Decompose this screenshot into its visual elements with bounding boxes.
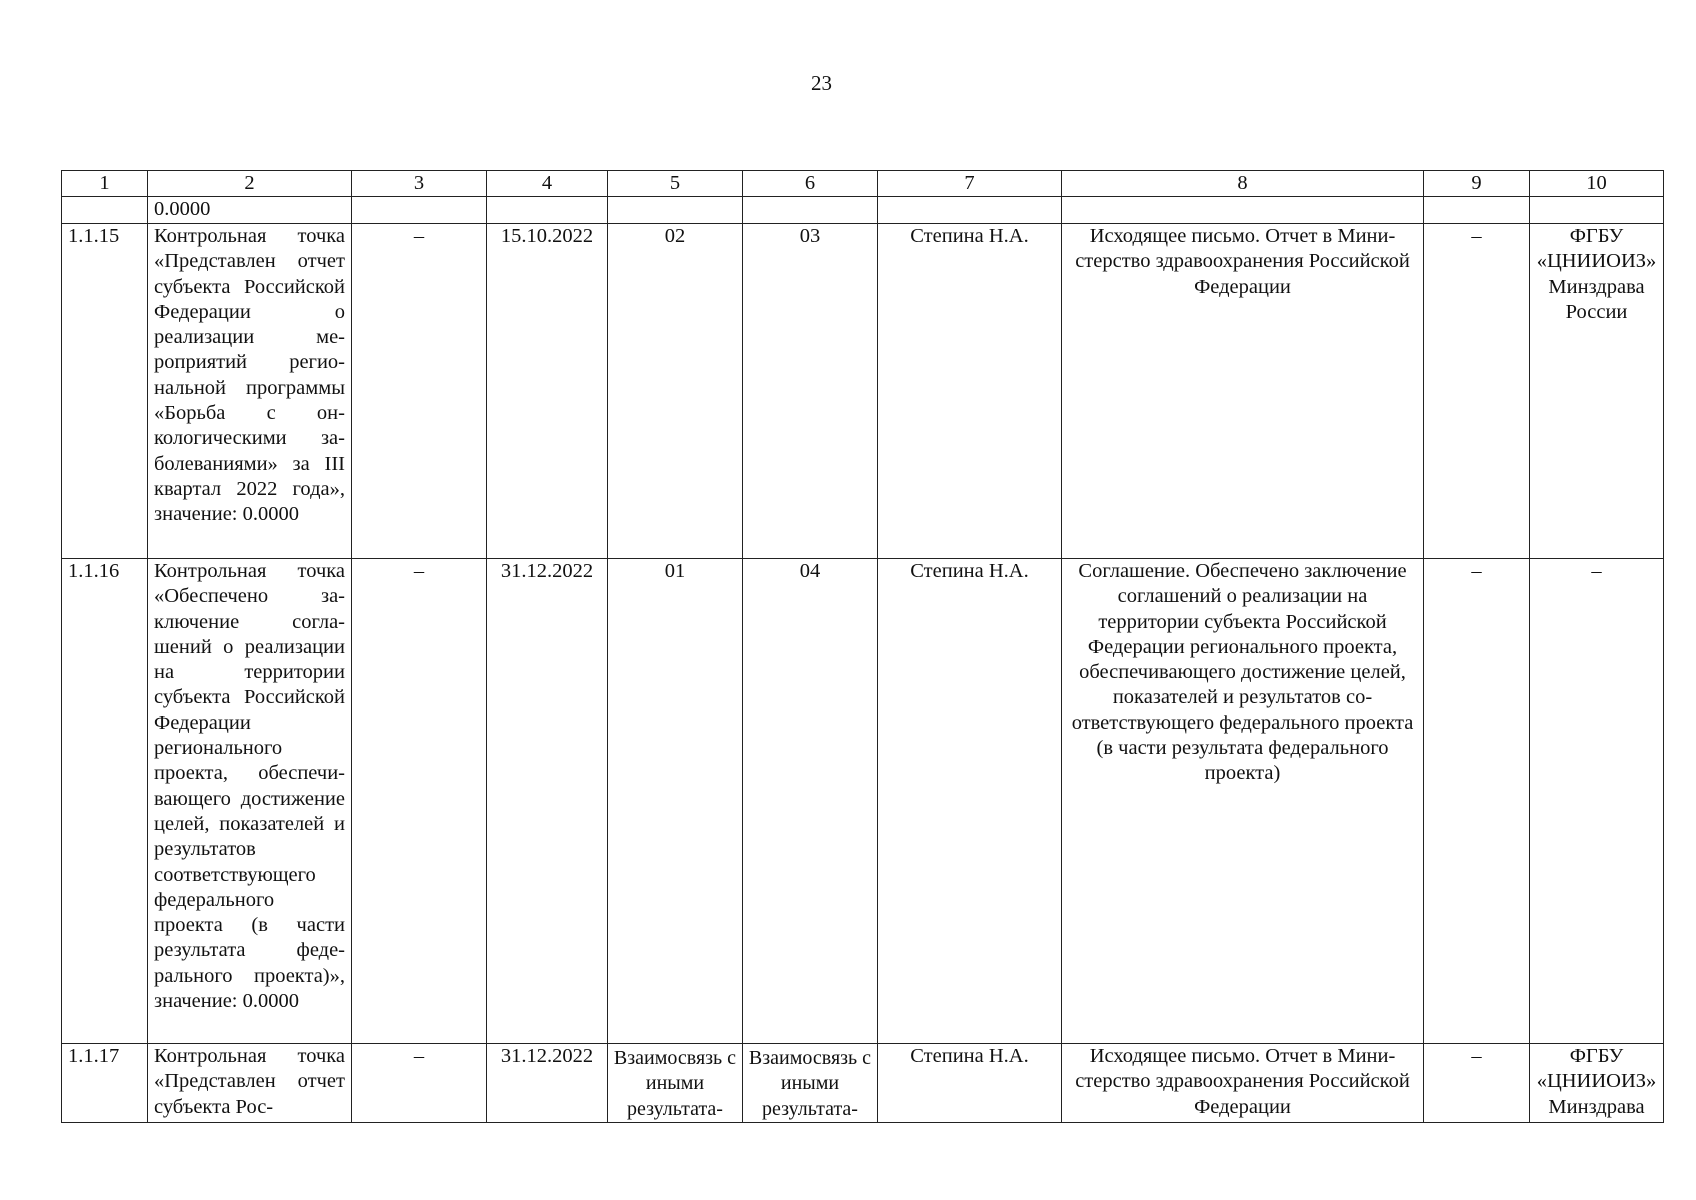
column-header: 5 <box>608 171 743 197</box>
column-header: 1 <box>62 171 148 197</box>
cell-col9: – <box>1424 1044 1530 1123</box>
table-row <box>62 224 1664 559</box>
page-number: 23 <box>811 71 832 95</box>
column-header: 7 <box>878 171 1062 197</box>
deadline-date: 15.10.2022 <box>487 224 608 559</box>
organization: ФГБУ «ЦНИИОИЗ» Минздрава России <box>1530 224 1664 559</box>
table-cell <box>62 197 148 224</box>
table-cell <box>608 197 743 224</box>
document-type: Исходящее письмо. Отчет в Министерство здравоохранения Российской Федерации <box>1062 1044 1424 1123</box>
column-header: 2 <box>148 171 352 197</box>
plan-table <box>61 170 1664 1123</box>
cell-col3: – <box>352 559 487 1044</box>
continuation-row <box>62 197 1664 224</box>
column-header: 8 <box>1062 171 1424 197</box>
table-cell <box>1424 197 1530 224</box>
cell-col3: – <box>352 1044 487 1123</box>
cell-col9: – <box>1424 224 1530 559</box>
cell-col6: Взаимосвязь с иными результата- <box>743 1044 878 1123</box>
responsible-person: Степина Н.А. <box>878 559 1062 1044</box>
column-header: 10 <box>1530 171 1664 197</box>
document-type: Соглашение. Обеспечено заключение соглашений о реализации на территории субъекта Российской Федерации регионального проекта, обеспечивающего достижение целей, показателей и результатов соответствующего федерального проекта (в части результата федерального проекта) <box>1062 559 1424 1044</box>
responsible-person: Степина Н.А. <box>878 224 1062 559</box>
column-header: 4 <box>487 171 608 197</box>
table-cell <box>487 197 608 224</box>
cell-col5: 02 <box>608 224 743 559</box>
row-number: 1.1.15 <box>62 224 148 559</box>
document-type: Исходящее письмо. Отчет в Министерство здравоохранения Российской Федерации <box>1062 224 1424 559</box>
responsible-person: Степина Н.А. <box>878 1044 1062 1123</box>
cell-col3: – <box>352 224 487 559</box>
column-header: 6 <box>743 171 878 197</box>
cell-col5: 01 <box>608 559 743 1044</box>
column-number-row <box>62 171 1664 197</box>
deadline-date: 31.12.2022 <box>487 1044 608 1123</box>
organization: ФГБУ «ЦНИИОИЗ» Минздрава <box>1530 1044 1664 1123</box>
control-point-description: Контрольная точка «Обеспечено заключение соглашений о реализации на территории субъекта Российской Федерации регионального проекта, обеспечивающего достижение целей, показателей и результатов соответствующего федерального проекта (в части результата федерального проекта)», значение: 0.0000 <box>148 559 352 1044</box>
row-number: 1.1.17 <box>62 1044 148 1123</box>
table-cell <box>1062 197 1424 224</box>
table-cell <box>878 197 1062 224</box>
continuation-text: 0.0000 <box>148 197 352 224</box>
table-cell <box>352 197 487 224</box>
cell-col6: 04 <box>743 559 878 1044</box>
column-header: 3 <box>352 171 487 197</box>
table-cell <box>1530 197 1664 224</box>
deadline-date: 31.12.2022 <box>487 559 608 1044</box>
table-cell <box>743 197 878 224</box>
control-point-description: Контрольная точка «Представлен отчет субъекта Российской Федерации о реализации мероприятий региональной программы «Борьба с онкологическими заболеваниями» за III квартал 2022 года», значение: 0.0000 <box>148 224 352 559</box>
column-header: 9 <box>1424 171 1530 197</box>
control-point-description: Контрольная точка «Представлен отчет субъекта Рос- <box>148 1044 352 1123</box>
row-number: 1.1.16 <box>62 559 148 1044</box>
table-row <box>62 1044 1664 1123</box>
cell-col6: 03 <box>743 224 878 559</box>
organization: – <box>1530 559 1664 1044</box>
cell-col5: Взаимосвязь с иными результата- <box>608 1044 743 1123</box>
table-row <box>62 559 1664 1044</box>
cell-col9: – <box>1424 559 1530 1044</box>
